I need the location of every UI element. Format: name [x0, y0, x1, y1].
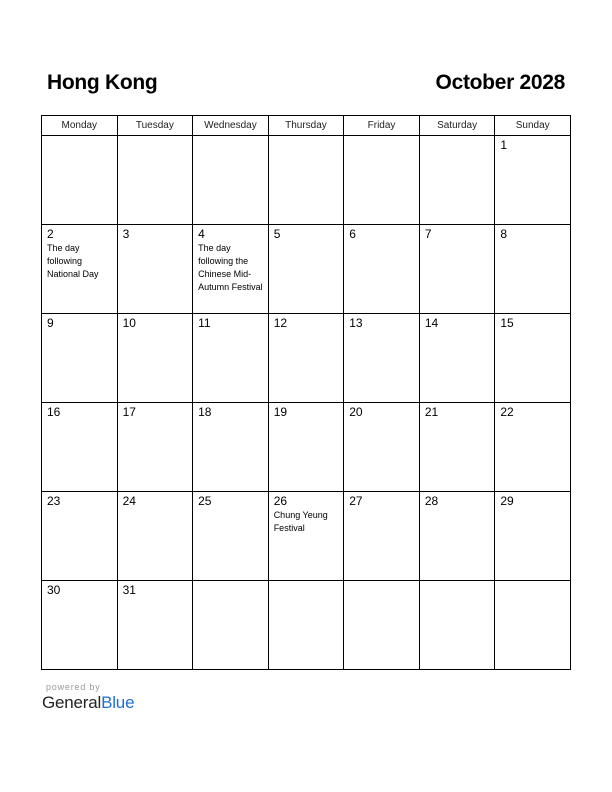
- calendar-grid: [41, 115, 571, 670]
- day-cell: [419, 581, 495, 670]
- weekday-header: Saturday: [419, 116, 495, 136]
- day-cell: [117, 492, 193, 581]
- day-number: 12: [273, 316, 288, 330]
- day-cell: [193, 403, 269, 492]
- day-cell: [344, 225, 420, 314]
- day-number: 14: [424, 316, 439, 330]
- weekday-header: Friday: [344, 116, 420, 136]
- brand-text-general: General: [42, 693, 102, 712]
- day-cell: [193, 581, 269, 670]
- week-row: [42, 581, 571, 670]
- day-cell: [193, 492, 269, 581]
- day-cell: [344, 492, 420, 581]
- day-number: 4: [198, 227, 205, 241]
- day-number: 23: [47, 494, 61, 508]
- day-cell: [117, 314, 193, 403]
- day-cell: [117, 581, 193, 670]
- day-number: 26: [273, 494, 288, 508]
- brand-text-blue: Blue: [101, 693, 135, 712]
- day-number: 16: [47, 405, 61, 419]
- day-cell: [495, 225, 571, 314]
- generalblue-logo[interactable]: [42, 693, 134, 713]
- day-cell: [344, 403, 420, 492]
- day-number: 18: [198, 405, 212, 419]
- day-number: 28: [424, 494, 439, 508]
- day-cell: [42, 136, 118, 225]
- day-cell: [344, 581, 420, 670]
- day-number: 9: [47, 316, 54, 330]
- week-row: [42, 314, 571, 403]
- day-number: 31: [122, 583, 136, 597]
- day-number: 11: [198, 316, 211, 330]
- day-cell: [419, 225, 495, 314]
- holiday-label: The day following National Day: [47, 243, 99, 279]
- day-cell: [42, 492, 118, 581]
- week-row: [42, 136, 571, 225]
- day-cell: [117, 136, 193, 225]
- day-cell: [419, 314, 495, 403]
- day-number: 2: [47, 227, 54, 241]
- day-cell: [495, 314, 571, 403]
- holiday-label: Chung Yeung Festival: [273, 510, 328, 533]
- day-number: 3: [122, 227, 130, 241]
- day-number: 6: [349, 227, 356, 241]
- day-cell: [268, 403, 344, 492]
- week-row: [42, 225, 571, 314]
- day-cell: [495, 581, 571, 670]
- day-number: 24: [122, 494, 136, 508]
- day-cell: [419, 403, 495, 492]
- day-cell: [344, 314, 420, 403]
- day-cell: [268, 225, 344, 314]
- weekday-header: Monday: [42, 116, 118, 136]
- day-cell: [117, 225, 193, 314]
- day-cell: [42, 225, 118, 314]
- day-number: 25: [198, 494, 212, 508]
- day-number: 27: [349, 494, 363, 508]
- day-cell: [268, 492, 344, 581]
- day-cell: [193, 225, 269, 314]
- day-cell: [419, 492, 495, 581]
- day-number: 21: [424, 405, 439, 419]
- day-number: 8: [500, 227, 508, 241]
- day-number: 17: [122, 405, 136, 419]
- weekday-header: Sunday: [495, 116, 571, 136]
- weekday-header-row: [42, 116, 571, 136]
- day-number: 19: [273, 405, 288, 419]
- day-number: 15: [500, 316, 514, 330]
- day-number: 10: [122, 316, 136, 330]
- day-number: 7: [424, 227, 432, 241]
- weekday-header: Tuesday: [117, 116, 193, 136]
- week-row: [42, 492, 571, 581]
- day-cell: [193, 314, 269, 403]
- powered-by-label: powered by: [46, 682, 101, 692]
- day-number: 5: [273, 227, 281, 241]
- day-cell: [495, 492, 571, 581]
- weekday-header: Wednesday: [193, 116, 269, 136]
- day-cell: [268, 136, 344, 225]
- month-year-title: October 2028: [435, 71, 565, 94]
- day-cell: [268, 581, 344, 670]
- day-cell: [344, 136, 420, 225]
- weekday-header: Thursday: [268, 116, 344, 136]
- day-number: 29: [500, 494, 514, 508]
- day-cell: [495, 403, 571, 492]
- day-cell: [268, 314, 344, 403]
- week-row: [42, 403, 571, 492]
- day-cell: [419, 136, 495, 225]
- day-cell: [495, 136, 571, 225]
- day-cell: [42, 403, 118, 492]
- day-number: 13: [349, 316, 363, 330]
- day-cell: [42, 581, 118, 670]
- day-cell: [42, 314, 118, 403]
- region-title: Hong Kong: [47, 71, 158, 94]
- holiday-label: The day following the Chinese Mid-Autumn Festival: [198, 243, 263, 292]
- day-cell: [117, 403, 193, 492]
- day-number: 1: [500, 138, 508, 152]
- day-cell: [193, 136, 269, 225]
- day-number: 20: [349, 405, 363, 419]
- day-number: 22: [500, 405, 514, 419]
- day-number: 30: [47, 583, 61, 597]
